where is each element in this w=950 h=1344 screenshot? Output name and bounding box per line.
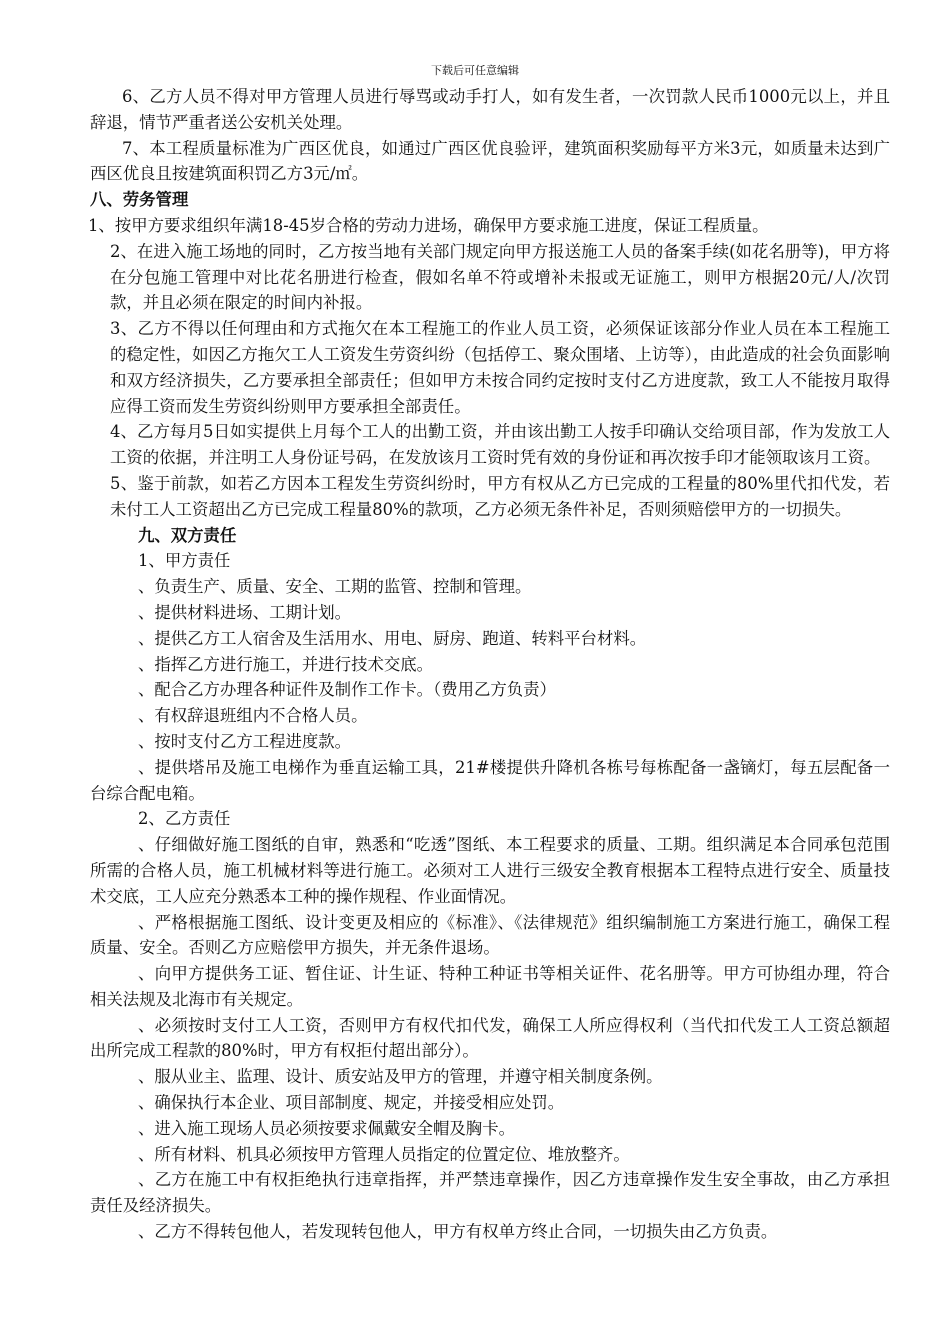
party-b-item: 、乙方不得转包他人，若发现转包他人，甲方有权单方终止合同，一切损失由乙方负责。 bbox=[138, 1222, 778, 1242]
section-9-title: 九、双方责任 bbox=[138, 525, 237, 545]
section-8-item-5: 5、鉴于前款，如若乙方因本工程发生劳资纠纷时，甲方有权从乙方已完成的工程量的80%里代扣代发，若未付工人工资超出乙方已完成工程量80%的款项，乙方必须无条件补足，否则须赔偿甲方的一切损失。 bbox=[110, 473, 890, 519]
clause-6: 6、乙方人员不得对甲方管理人员进行辱骂或动手打人，如有发生者，一次罚款人民币1000元以上，并且辞退，情节严重者送公安机关处理。 bbox=[90, 87, 890, 132]
party-a-item: 、提供材料进场、工期计划。 bbox=[138, 602, 352, 622]
section-8-item-3: 3、乙方不得以任何理由和方式拖欠在本工程施工的作业人员工资，必须保证该部分作业人员在本工程施工的稳定性，如因乙方拖欠工人工资发生劳资纠纷（包括停工、聚众围堵、上访等），由此造成的社会负面影响和双方经济损失，乙方要承担全部责任；但如甲方未按合同约定按时支付乙方进度款，致工人不能按月取得应得工资而发生劳资纠纷则甲方要承担全部责任。 bbox=[110, 319, 890, 416]
party-b-item: 、所有材料、机具必须按甲方管理人员指定的位置定位、堆放整齐。 bbox=[138, 1144, 630, 1164]
party-a-item: 、负责生产、质量、安全、工期的监管、控制和管理。 bbox=[138, 577, 532, 597]
header-note: 下载后可任意编辑 bbox=[431, 64, 519, 77]
party-b-item: 、向甲方提供务工证、暂住证、计生证、特种工种证书等相关证件、花名册等。甲方可协组办理，符合相关法规及北海市有关规定。 bbox=[90, 964, 890, 1009]
party-a-list bbox=[90, 574, 890, 806]
party-b-item: 、严格根据施工图纸、设计变更及相应的《标准》、《法律规范》组织编制施工方案进行施工，确保工程质量、安全。否则乙方应赔偿甲方损失，并无条件退场。 bbox=[90, 912, 890, 958]
party-a-item: 、按时支付乙方工程进度款。 bbox=[138, 731, 352, 751]
party-a-item: 、配合乙方办理各种证件及制作工作卡。（费用乙方负责） bbox=[138, 680, 556, 700]
party-a-item: 、提供乙方工人宿舍及生活用水、用电、厨房、跑道、转料平台材料。 bbox=[138, 628, 647, 648]
section-8-item-1: 1、按甲方要求组织年满18-45岁合格的劳动力进场，确保甲方要求施工进度，保证工程质量。 bbox=[88, 215, 769, 235]
party-b-item: 、服从业主、监理、设计、质安站及甲方的管理，并遵守相关制度条例。 bbox=[138, 1067, 663, 1087]
party-a-item: 、提供塔吊及施工电梯作为垂直运输工具，21#楼提供升降机各栋号每栋配备一盏镝灯，每五层配备一台综合配电箱。 bbox=[90, 757, 890, 803]
document-page bbox=[90, 84, 890, 1245]
section-8-title: 八、劳务管理 bbox=[90, 190, 189, 210]
party-a-item: 、有权辞退班组内不合格人员。 bbox=[138, 706, 368, 726]
party-b-item: 、乙方在施工中有权拒绝执行违章指挥，并严禁违章操作，因乙方违章操作发生安全事故，由乙方承担责任及经济损失。 bbox=[90, 1170, 890, 1216]
party-b-title: 2、乙方责任 bbox=[138, 809, 231, 829]
party-b-item: 、确保执行本企业、项目部制度、规定，并接受相应处罚。 bbox=[138, 1093, 565, 1113]
party-b-item: 、进入施工现场人员必须按要求佩戴安全帽及胸卡。 bbox=[138, 1118, 515, 1138]
party-a-title: 1、甲方责任 bbox=[138, 551, 231, 571]
party-b-item: 、必须按时支付工人工资，否则甲方有权代扣代发，确保工人所应得权利（当代扣代发工人工资总额超出所完成工程款的80%时，甲方有权拒付超出部分）。 bbox=[90, 1015, 890, 1061]
party-a-item: 、指挥乙方进行施工，并进行技术交底。 bbox=[138, 654, 434, 674]
clause-7: 7、本工程质量标准为广西区优良，如通过广西区优良验评，建筑面积奖励每平方米3元，如质量未达到广西区优良且按建筑面积罚乙方3元/㎡。 bbox=[90, 138, 890, 184]
section-8-item-4: 4、乙方每月5日如实提供上月每个工人的出勤工资，并由该出勤工人按手印确认交给项目部，作为发放工人工资的依据，并注明工人身份证号码，在发放该月工资时凭有效的身份证和再次按手印才能领取该月工资。 bbox=[110, 422, 890, 468]
section-8-item-2: 2、在进入施工场地的同时，乙方按当地有关部门规定向甲方报送施工人员的备案手续(如花名册等)，甲方将在分包施工管理中对比花名册进行检查，假如名单不符或增补未报或无证施工，则甲方根据20元/人/次罚款，并且必须在限定的时间内补报。 bbox=[110, 241, 890, 313]
party-b-list bbox=[90, 832, 890, 1245]
party-b-item: 、仔细做好施工图纸的自审，熟悉和“吃透”图纸、本工程要求的质量、工期。组织满足本合同承包范围所需的合格人员，施工机械材料等进行施工。必须对工人进行三级安全教育根据本工程特点进行安全、质量技术交底，工人应充分熟悉本工种的操作规程、作业面情况。 bbox=[90, 835, 890, 906]
